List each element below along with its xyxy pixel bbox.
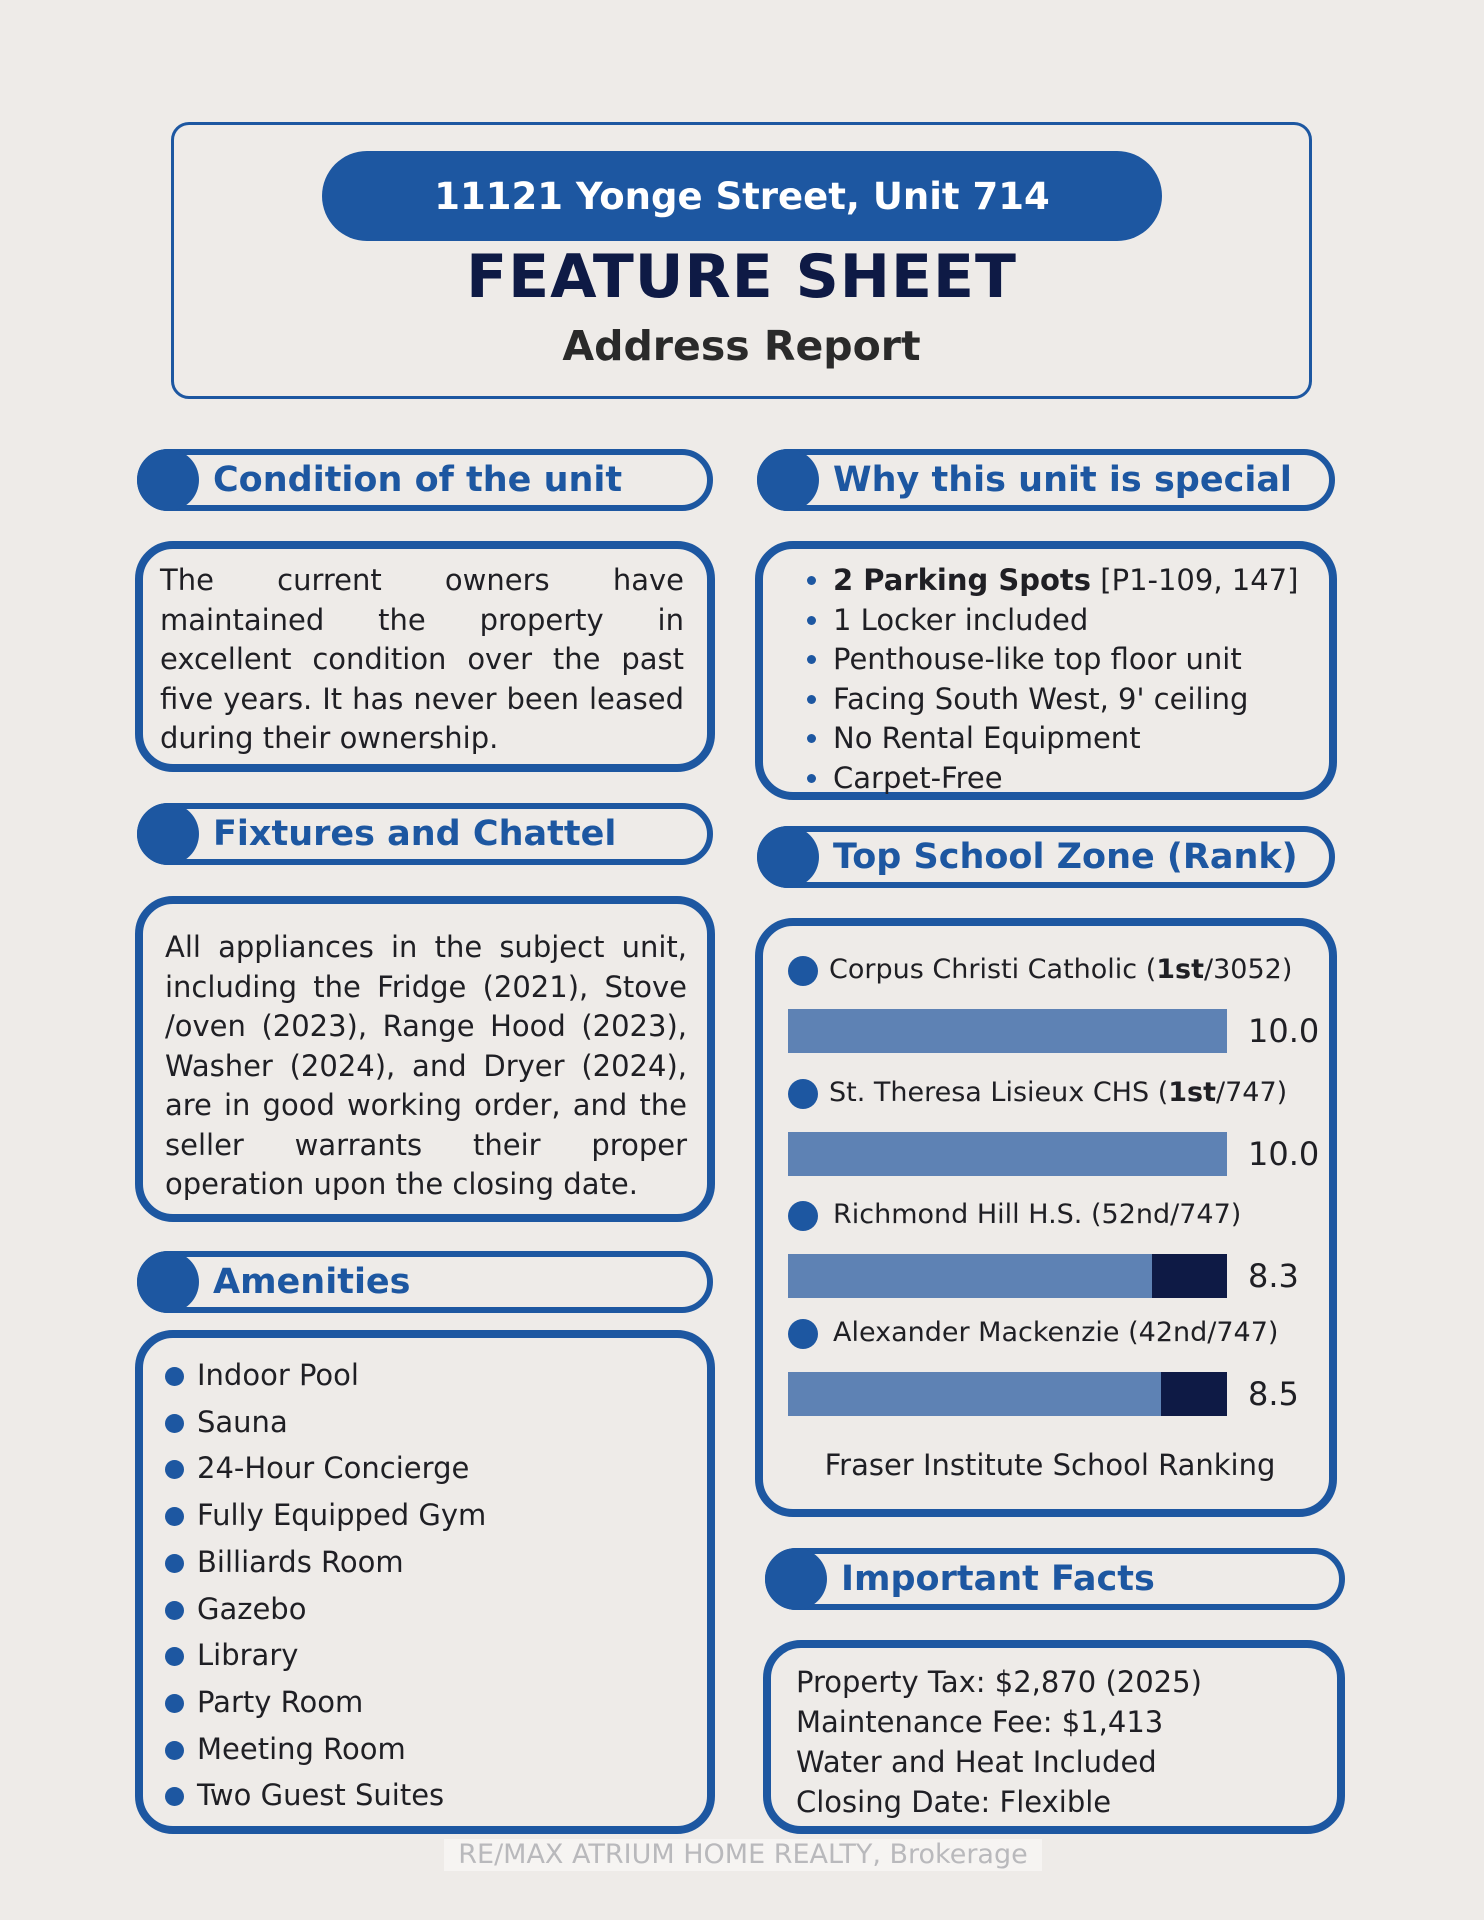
bullet-icon [165, 1787, 184, 1806]
heading-dot-icon [757, 826, 819, 888]
list-item: Gazebo [165, 1586, 486, 1633]
school-name-label: Richmond Hill H.S. (52nd/747) [833, 1199, 1242, 1230]
bullet-icon [807, 616, 816, 625]
amenities-list [165, 1352, 486, 1819]
school-dot-icon [788, 1319, 818, 1349]
schools-heading: Top School Zone (Rank) [833, 837, 1298, 877]
facts-box [763, 1640, 1345, 1834]
list-item: Fully Equipped Gym [165, 1492, 486, 1539]
bullet-icon [165, 1414, 184, 1433]
heading-dot-icon [137, 449, 199, 511]
bullet-icon [165, 1460, 184, 1479]
heading-dot-icon [765, 1548, 827, 1610]
fixtures-heading: Fixtures and Chattel [213, 814, 617, 854]
list-item: Indoor Pool [165, 1352, 486, 1399]
school-bar-track [788, 1009, 1227, 1053]
list-item: Penthouse-like top floor unit [805, 640, 1298, 680]
property-tax: Property Tax: $2,870 (2025) [796, 1665, 1202, 1699]
school-score-label: 8.3 [1248, 1257, 1299, 1295]
brokerage-watermark: RE/MAX ATRIUM HOME REALTY, Brokerage [444, 1839, 1042, 1871]
list-item: Facing South West, 9' ceiling [805, 680, 1298, 720]
bullet-icon [165, 1507, 184, 1526]
bullet-icon [807, 774, 816, 783]
heading-dot-icon [757, 449, 819, 511]
list-item: Party Room [165, 1679, 486, 1726]
address-pill: 11121 Yonge Street, Unit 714 [322, 151, 1162, 241]
school-bar [788, 1254, 1152, 1298]
bullet-icon [165, 1647, 184, 1666]
list-item: Meeting Room [165, 1726, 486, 1773]
closing-date: Closing Date: Flexible [796, 1785, 1112, 1819]
special-box [755, 541, 1337, 800]
page-subtitle: Address Report [562, 322, 921, 370]
school-name-label: Alexander Mackenzie (42nd/747) [833, 1317, 1279, 1348]
fixtures-box [135, 896, 715, 1222]
chart-source: Fraser Institute School Ranking [824, 1448, 1276, 1482]
school-score-label: 10.0 [1248, 1135, 1320, 1173]
school-name-label: Corpus Christi Catholic (1st/3052) [829, 954, 1293, 985]
school-dot-icon [788, 1079, 818, 1109]
bullet-icon [165, 1694, 184, 1713]
bullet-icon [165, 1367, 184, 1386]
amenities-heading-pill [137, 1251, 713, 1313]
utilities-included: Water and Heat Included [796, 1745, 1157, 1779]
condition-text: The current owners have maintained the property in excellent condition over the past five years. It has never been leased during their ownership. [160, 563, 684, 755]
list-item [805, 561, 1298, 601]
school-bar-track [788, 1372, 1227, 1416]
facts-heading-pill [765, 1548, 1345, 1610]
list-item: 1 Locker included [805, 601, 1298, 641]
fixtures-heading-pill [137, 803, 713, 865]
bullet-icon [807, 576, 816, 585]
school-bar [788, 1009, 1227, 1053]
school-score-label: 8.5 [1248, 1375, 1299, 1413]
bullet-icon [807, 655, 816, 664]
list-item: 24-Hour Concierge [165, 1445, 486, 1492]
school-bar-track [788, 1132, 1227, 1176]
school-bar-track [788, 1254, 1227, 1298]
heading-dot-icon [137, 1251, 199, 1313]
special-list [805, 561, 1298, 799]
fixtures-text: All appliances in the subject unit, including the Fridge (2021), Stove /oven (2023), Range Hood (2023), Washer (2024), and Dryer (2024), are in good working order, and the seller warrants their proper operation upon the closing date. [165, 930, 687, 1201]
bullet-icon [165, 1554, 184, 1573]
page-title: FEATURE SHEET [466, 242, 1017, 312]
maintenance-fee: Maintenance Fee: $1,413 [796, 1705, 1164, 1739]
bullet-icon [165, 1601, 184, 1620]
school-dot-icon [788, 1201, 818, 1231]
school-name-label: St. Theresa Lisieux CHS (1st/747) [829, 1077, 1288, 1108]
parking-spots-detail: [P1-109, 147] [1091, 563, 1299, 597]
school-bar [788, 1132, 1227, 1176]
school-score-label: 10.0 [1248, 1012, 1320, 1050]
list-item: Two Guest Suites [165, 1772, 486, 1819]
list-item: No Rental Equipment [805, 719, 1298, 759]
list-item: Carpet-Free [805, 759, 1298, 799]
amenities-heading: Amenities [213, 1262, 411, 1302]
special-heading: Why this unit is special [833, 460, 1292, 500]
amenities-box [135, 1330, 715, 1834]
special-heading-pill [757, 449, 1335, 511]
bullet-icon [807, 695, 816, 704]
school-bar [788, 1372, 1161, 1416]
list-item: Sauna [165, 1399, 486, 1446]
list-item: Billiards Room [165, 1539, 486, 1586]
schools-heading-pill [757, 826, 1335, 888]
school-dot-icon [788, 956, 818, 986]
heading-dot-icon [137, 803, 199, 865]
condition-heading: Condition of the unit [213, 460, 623, 500]
parking-spots-label: 2 Parking Spots [833, 563, 1092, 597]
bullet-icon [165, 1741, 184, 1760]
bullet-icon [807, 734, 816, 743]
facts-heading: Important Facts [841, 1559, 1155, 1599]
condition-heading-pill [137, 449, 713, 511]
condition-box [135, 541, 715, 772]
list-item: Library [165, 1632, 486, 1679]
